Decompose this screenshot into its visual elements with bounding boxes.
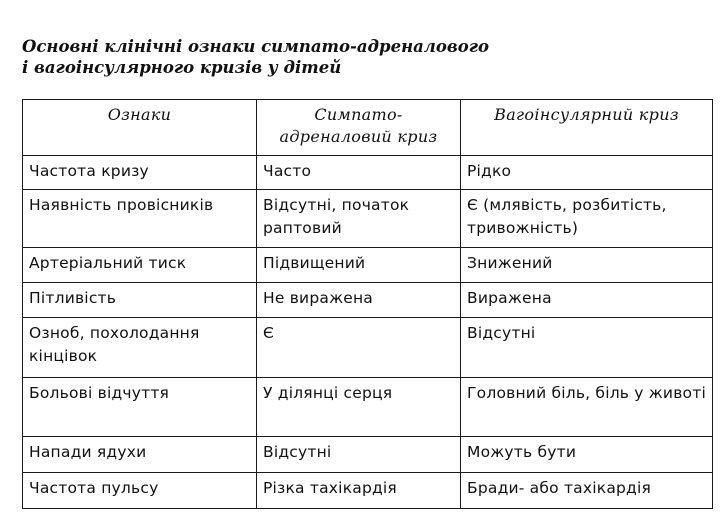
cell-vagoinsular: Можуть бути xyxy=(461,437,713,473)
cell-sign: Напади ядухи xyxy=(23,437,257,473)
cell-vagoinsular: Бради- або тахікардія xyxy=(461,473,713,509)
header-sympatho-adrenal: Симпато-адреналовий криз xyxy=(257,100,461,156)
cell-sympatho-adrenal: У ділянці серця xyxy=(257,378,461,437)
cell-sympatho-adrenal: Різка тахікардія xyxy=(257,473,461,509)
table-row xyxy=(23,190,713,248)
cell-vagoinsular: Рідко xyxy=(461,156,713,190)
cell-sign: Частота пульсу xyxy=(23,473,257,509)
cell-sympatho-adrenal: Підвищений xyxy=(257,248,461,283)
cell-vagoinsular: Головний біль, біль у животі xyxy=(461,378,713,437)
cell-sign: Пітливість xyxy=(23,283,257,318)
cell-sign: Частота кризу xyxy=(23,156,257,190)
table-row xyxy=(23,248,713,283)
cell-sign: Артеріальний тиск xyxy=(23,248,257,283)
cell-vagoinsular: Знижений xyxy=(461,248,713,283)
table-row xyxy=(23,378,713,437)
header-signs: Ознаки xyxy=(23,100,257,156)
cell-sign: Наявність провісників xyxy=(23,190,257,248)
cell-vagoinsular: Є (млявість, розбитість, тривожність) xyxy=(461,190,713,248)
cell-vagoinsular: Виражена xyxy=(461,283,713,318)
table-row xyxy=(23,283,713,318)
cell-sign: Озноб, похолодання кінцівок xyxy=(23,318,257,378)
cell-sympatho-adrenal: Не виражена xyxy=(257,283,461,318)
comparison-table xyxy=(22,99,713,509)
cell-sympatho-adrenal: Відсутні xyxy=(257,437,461,473)
header-vagoinsular: Вагоінсулярний криз xyxy=(461,100,713,156)
caption-line-2: і вагоінсулярного кризів у дітей xyxy=(22,58,342,77)
table-row xyxy=(23,437,713,473)
cell-sign: Больові відчуття xyxy=(23,378,257,437)
table-header-row xyxy=(23,100,713,156)
cell-sympatho-adrenal: Часто xyxy=(257,156,461,190)
table-row xyxy=(23,318,713,378)
cell-vagoinsular: Відсутні xyxy=(461,318,713,378)
cell-sympatho-adrenal: Є xyxy=(257,318,461,378)
table-row xyxy=(23,156,713,190)
cell-sympatho-adrenal: Відсутні, початок раптовий xyxy=(257,190,461,248)
caption-line-1: Основні клінічні ознаки симпато-адреналового xyxy=(22,37,489,56)
table-row xyxy=(23,473,713,509)
table-caption xyxy=(22,36,712,78)
